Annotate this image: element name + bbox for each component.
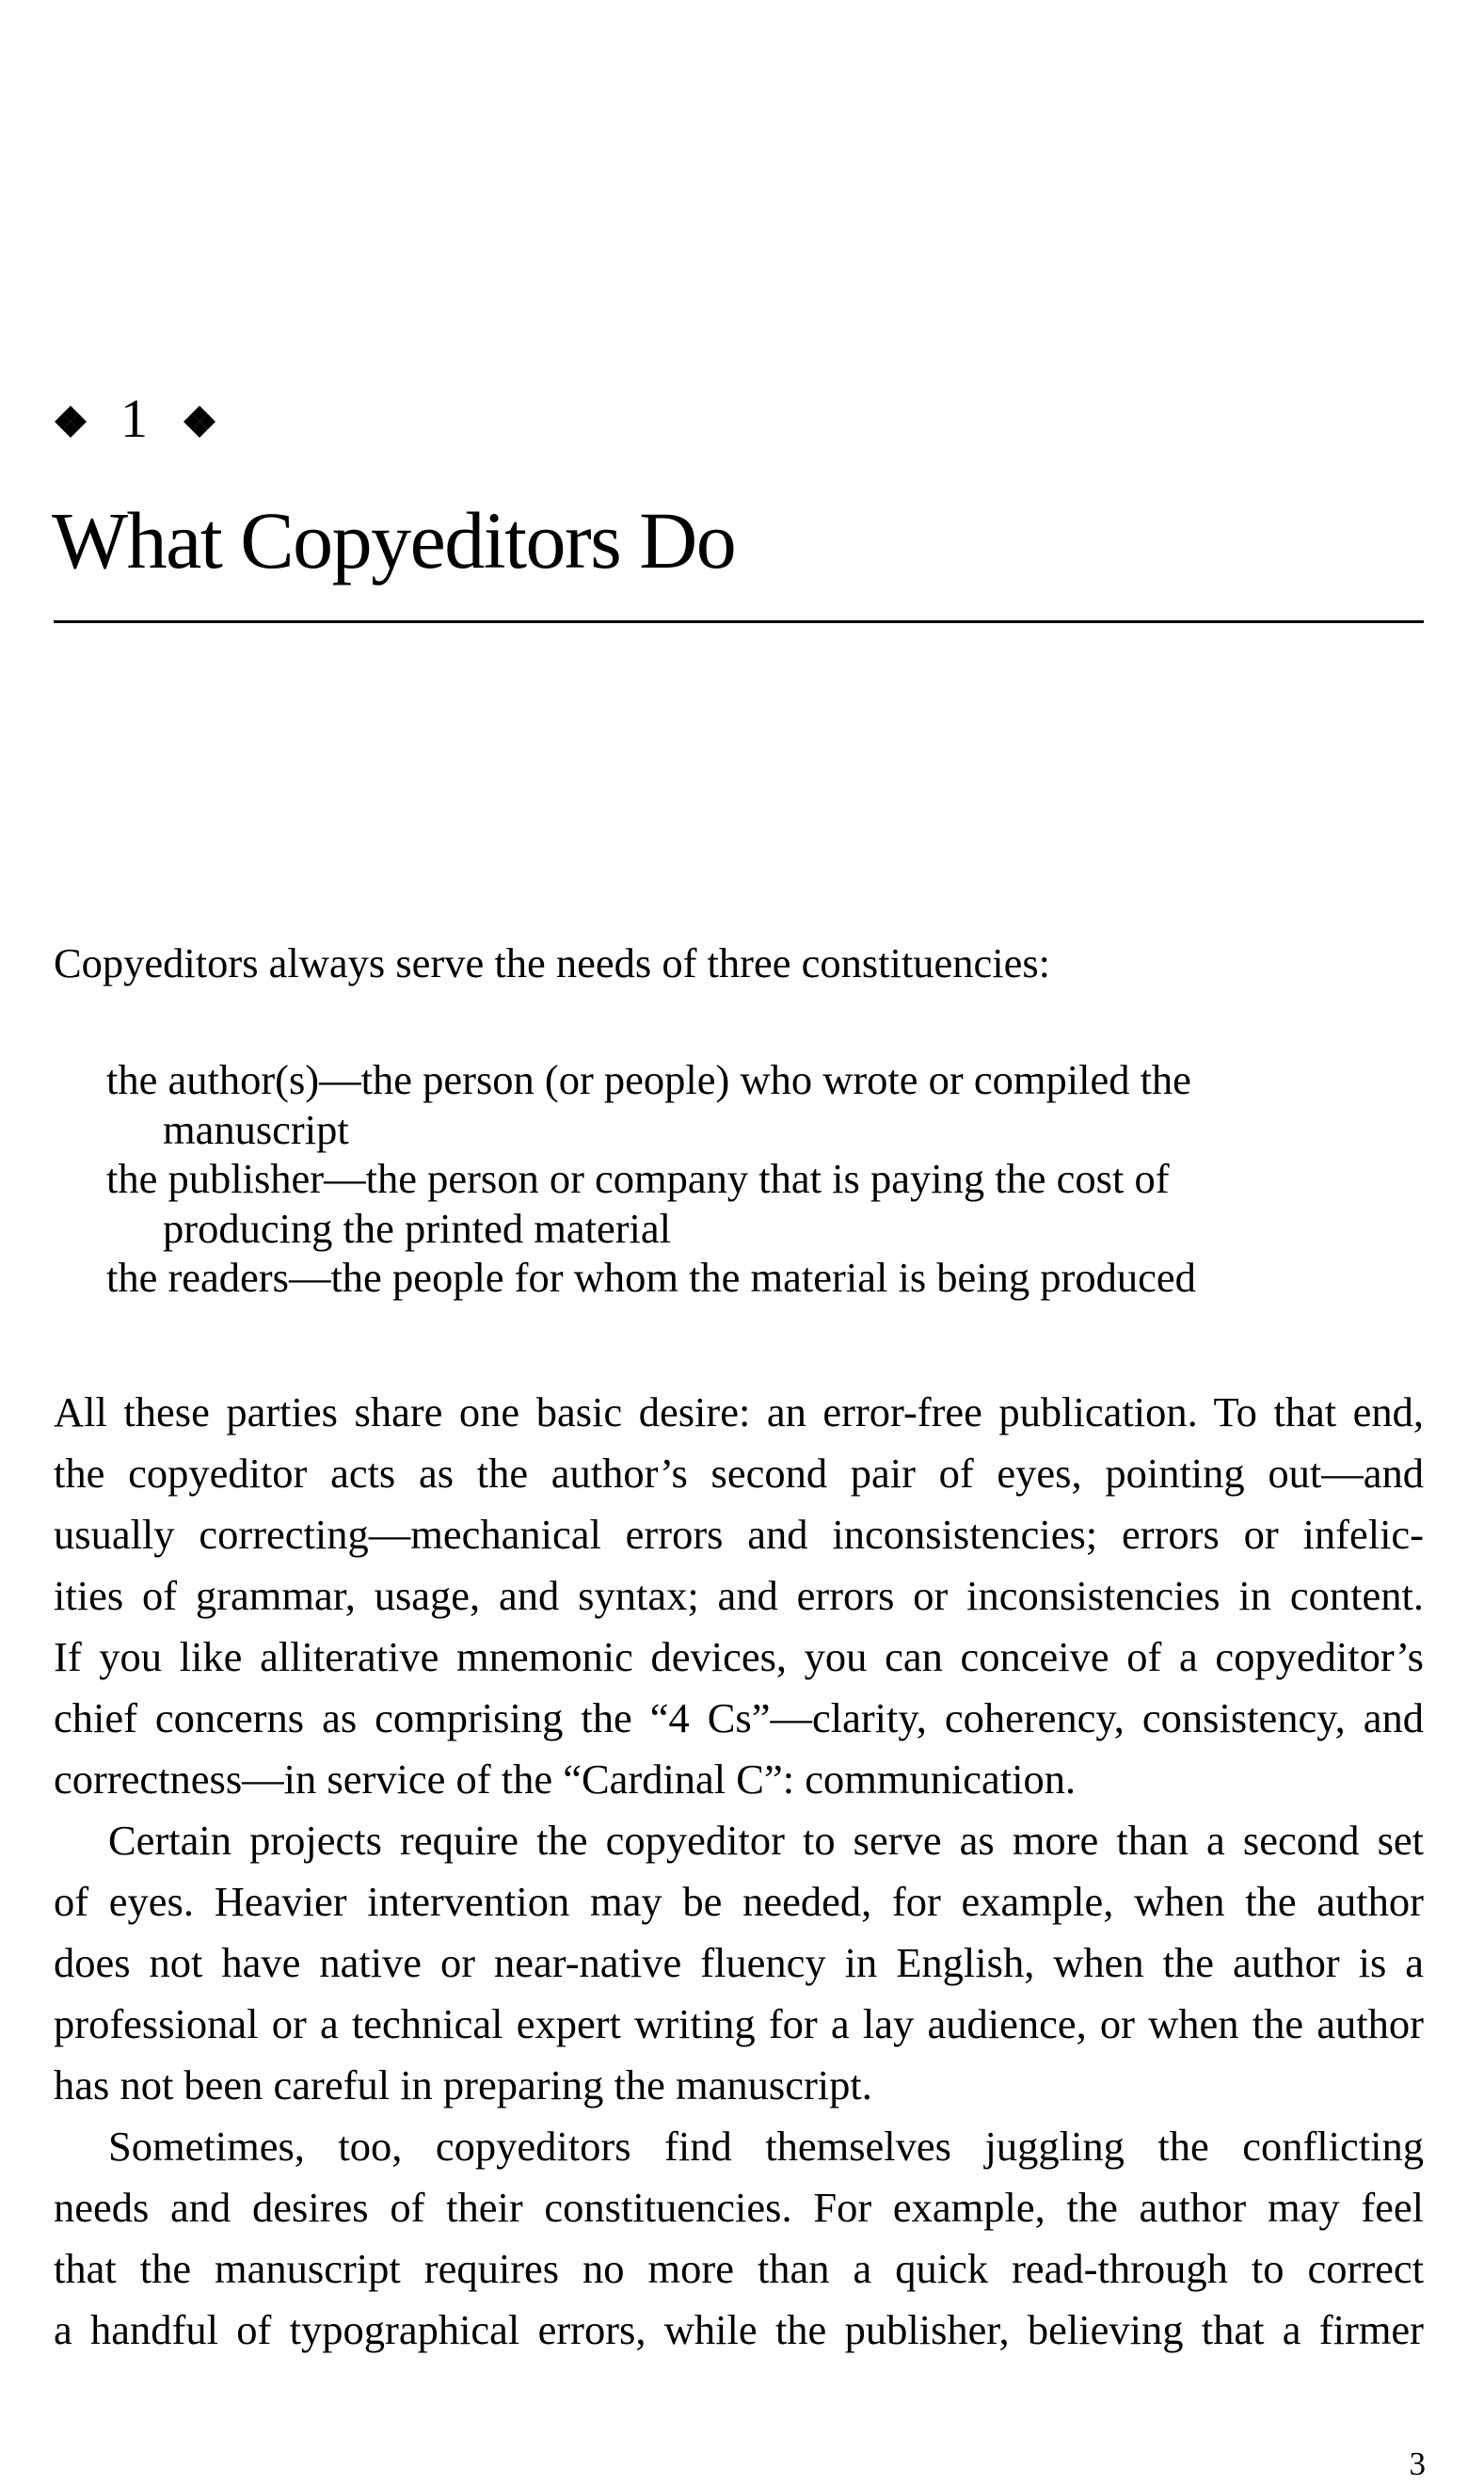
paragraph-line: that the manuscript requires no more than a quick read-through to correct [54, 2245, 1424, 2292]
list-item-continuation-line: manuscript [163, 1105, 349, 1153]
paragraph-line: If you like alliterative mnemonic devices, you can conceive of a copyeditor’s [54, 1633, 1424, 1680]
paragraph-line: needs and desires of their constituencies. For example, the author may feel [54, 2184, 1424, 2231]
paragraph-line: the copyeditor acts as the author’s second pair of eyes, pointing out—and [54, 1450, 1424, 1497]
four-diamond-ornament-icon [54, 405, 88, 439]
paragraph-line: usually correcting—mechanical errors and inconsistencies; errors or infelic- [54, 1511, 1424, 1558]
paragraph-line: a handful of typographical errors, while the publisher, believing that a firmer [54, 2306, 1424, 2353]
four-diamond-ornament-svg [54, 405, 88, 439]
paragraph-line: ities of grammar, usage, and syntax; and errors or inconsistencies in content. [54, 1572, 1424, 1619]
four-diamond-ornament-icon [183, 405, 216, 439]
paragraph-line: Sometimes, too, copyeditors find themselves juggling the conflicting [108, 2123, 1424, 2170]
list-item-line: the readers—the people for whom the material is being produced [106, 1254, 1196, 1301]
title-rule-divider [54, 620, 1424, 623]
chapter-number: 1 [120, 388, 148, 449]
paragraph-line: chief concerns as comprising the “4 Cs”—clarity, coherency, consistency, and [54, 1694, 1424, 1741]
paragraph-line: Certain projects require the copyeditor to serve as more than a second set [108, 1817, 1424, 1864]
four-diamond-ornament-svg [183, 405, 216, 439]
list-item-line: the author(s)—the person (or people) who wrote or compiled the [106, 1056, 1191, 1103]
paragraph-line: professional or a technical expert writing for a lay audience, or when the author [54, 2000, 1424, 2047]
intro-sentence: Copyeditors always serve the needs of three constituencies: [54, 939, 1051, 986]
paragraph-line: All these parties share one basic desire: an error-free publication. To that end, [54, 1388, 1424, 1435]
paragraph-line: has not been careful in preparing the manuscript. [54, 2061, 872, 2108]
paragraph-line: does not have native or near-native fluency in English, when the author is a [54, 1939, 1424, 1986]
paragraph-line: of eyes. Heavier intervention may be needed, for example, when the author [54, 1878, 1424, 1925]
paragraph-line: correctness—in service of the “Cardinal C”: communication. [54, 1756, 1077, 1803]
list-item-continuation-line: producing the printed material [163, 1204, 671, 1252]
list-item-line: the publisher—the person or company that is paying the cost of [106, 1155, 1170, 1202]
chapter-title: What Copyeditors Do [52, 495, 736, 585]
page-number: 3 [1409, 2445, 1426, 2482]
chapter-number-line [54, 388, 216, 450]
